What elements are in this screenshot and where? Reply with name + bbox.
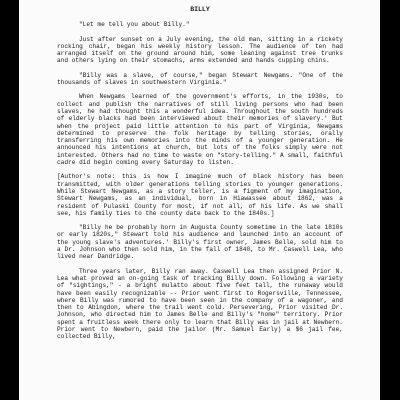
document-page — [19, 0, 380, 400]
document-title: BILLY — [190, 6, 210, 13]
document-body — [57, 6, 343, 348]
paragraph-opening-quote: "Let me tell you about Billy." — [79, 21, 190, 29]
paragraph-authors-note: [Author's note: this is how I imagine much of black history has been transmitted, with older generations telling stories to younger generations. While Stewart Newgams, as a story teller, is a figment of my imagination, Stewart Newgams, as an individual, born in Hiawassee about 1862, was a resident of Pulaski County for most, if not all, of his life. As we shall see, his family ties to the county date back to the 1840s.] — [57, 173, 343, 217]
paragraph-billy-slave: "Billy was a slave, of course," began Stewart Newgams. "One of the thousands of slaves in southwestern Virginia." — [57, 71, 343, 87]
paragraph-billy-born: "Billy he be probably born in Augusta County sometime in the late 1810s or early 1820s," Stewart told his audience and launched into an account of the young slave's adventures.' Billy's first owner, James Belle, sold him to a Dr. Johnson who then sold him, in the fall of 1840, to Mr. Caswell Lea, who lived near Dandridge. — [57, 224, 343, 261]
paragraph-sunset-lesson: Just after sunset on a July evening, the old man, sitting in a rickety rocking chair, began his weekly history lesson. The audience of ten had arranged itself on the ground around him, some leaning against tree trunks and others lying on their stomachs, arms extended and hands cupping chins. — [57, 35, 343, 65]
paragraph-billy-ran-away: Three years later, Billy ran away. Caswell Lea then assigned Prior N. Lea what proved an on-going task of tracking Billy down. Following a variety of "sightings," - a bright mulatto about five feet tall, the runaway would have been easily recognizable -- Prior went first to Rogersville, Tennessee, where Billy was rumored to have been seen in the company of a wagoner, and then to Abingdon, where the trail went cold. Persevering, Prior visited Dr. Johnson, who directed him to James Belle and Billy's "home" territory. Prior spent a fruitless week there only to learn that Billy was in jail at Newbern. Prior went to Newbern, paid the jailor (Mr. Samuel Early) a $6 jail fee, collected Billy, — [57, 267, 343, 341]
paragraph-newgams-project: When Newgams learned of the government's efforts, in the 1930s, to collect and publish the narratives of still living persons who had been slaves, he had thought this a wonderful idea. Throughout the south hundreds of elderly blacks had been interviewed about their memories of slavery.' But when the project paid little attention to his part of Virginia, Newgams determined to preserve the folk heritage by telling stories, orally transferring his own memories into the minds of a younger generation. He announced his intentions at church, but lots of the folks simply were not interested. Others had no time to waste on "story-telling." A small, faithful cadre did begin coming every Saturday to listen. — [57, 93, 343, 167]
